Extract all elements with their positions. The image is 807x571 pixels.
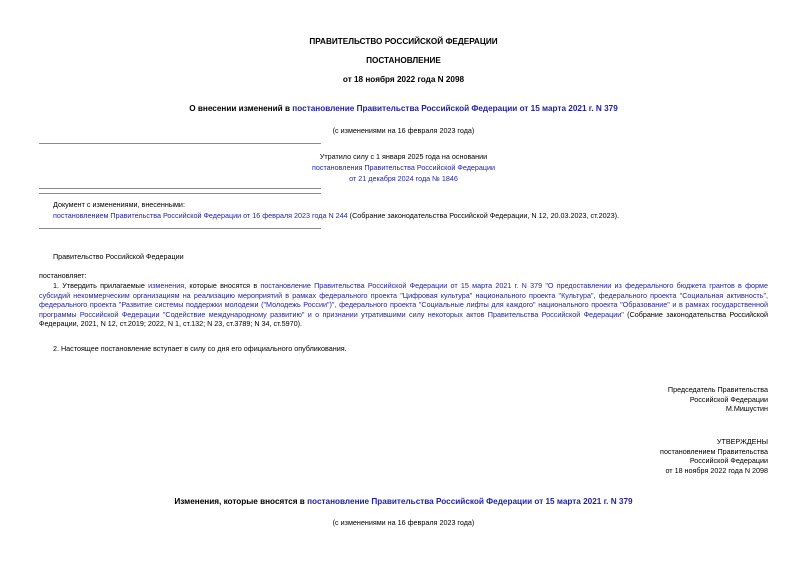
changes-link[interactable]: изменения	[148, 281, 185, 290]
government-line: Правительство Российской Федерации	[53, 252, 184, 261]
divider	[39, 228, 321, 229]
approved-org: Российской Федерации	[689, 456, 768, 465]
expired-note-link-2[interactable]: от 21 декабря 2024 года № 1846	[349, 174, 458, 183]
signature-block	[668, 385, 768, 414]
expired-note-link-1[interactable]: постановления Правительства Российской Федерации	[311, 163, 496, 172]
document-date-number: от 18 ноября 2022 года N 2098	[342, 75, 465, 84]
title-link[interactable]: постановление Правительства Российской Федерации от 15 марта 2021 г. N 379	[292, 104, 618, 113]
resolves-line: постановляет:	[39, 271, 87, 280]
government-heading: ПРАВИТЕЛЬСТВО РОССИЙСКОЙ ФЕДЕРАЦИИ	[309, 37, 498, 46]
paragraph-1-text-a: 1. Утвердить прилагаемые	[53, 281, 149, 290]
approved-by: постановлением Правительства	[660, 446, 768, 456]
document-title	[0, 104, 807, 115]
paragraph-1-text-b: , которые вносятся в	[184, 281, 261, 290]
changes-title-edition: (с изменениями на 16 февраля 2023 года)	[332, 518, 475, 527]
changes-note-rest: (Собрание законодательства Российской Федерации, N 12, 20.03.2023, ст.2023).	[347, 211, 619, 220]
changes-title-link[interactable]: постановление Правительства Российской Федерации от 15 марта 2021 г. N 379	[307, 497, 633, 506]
changes-title	[0, 497, 807, 508]
resolution-379-link[interactable]: постановление Правительства Российской Федерации от 15 марта 2021 г. N 379 "О предоставлении из федерального бюджета грантов в форме субсидий некоммерческим организациям на реализацию мероприятий в рамках федерального проекта "Цифровая культура" национального проекта "Культура", федерального проекта "Социальная активность", федерального проекта "Развитие системы поддержки молодежи ("Молодежь России")", федерального проекта "Социальные лифты для каждого" национального проекта "Образование" и в рамках государственной программы Российской Федерации "Содействие международному развитию" и о признании утратившими силу некоторых актов Правительства Российской Федерации"	[39, 281, 768, 319]
approved-heading: УТВЕРЖДЕНЫ	[716, 437, 768, 446]
changes-note-link[interactable]: постановлением Правительства Российской Федерации от 16 февраля 2023 года N 244	[53, 211, 348, 220]
approved-block	[660, 437, 768, 475]
title-edition-note: (с изменениями на 16 февраля 2023 года)	[332, 126, 475, 135]
document-type: ПОСТАНОВЛЕНИЕ	[366, 56, 441, 65]
divider	[39, 143, 321, 144]
expired-note-line: Утратило силу с 1 января 2025 года на основании	[319, 152, 488, 161]
changes-note-intro: Документ с изменениями, внесенными:	[53, 200, 185, 209]
signature-title: Председатель Правительства	[667, 385, 768, 394]
signature-name: М.Мишустин	[725, 404, 768, 413]
divider	[39, 193, 321, 194]
changes-note	[53, 211, 619, 221]
changes-title-prefix: Изменения, которые вносятся в	[174, 497, 308, 506]
title-prefix: О внесении изменений в	[189, 104, 293, 113]
signature-org: Российской Федерации	[689, 394, 768, 404]
paragraph-1	[39, 281, 768, 329]
divider	[39, 188, 321, 189]
approved-date: от 18 ноября 2022 года N 2098	[665, 465, 768, 475]
paragraph-2: 2. Настоящее постановление вступает в силу со дня его официального опубликования.	[53, 344, 347, 353]
paragraph-1-text-c: (Собрание законодательства Российской Федерации, 2021, N 12, ст.2019; 2022, N 1, ст.132; N 23, ст.3789; N 34, ст.5970).	[39, 309, 769, 328]
